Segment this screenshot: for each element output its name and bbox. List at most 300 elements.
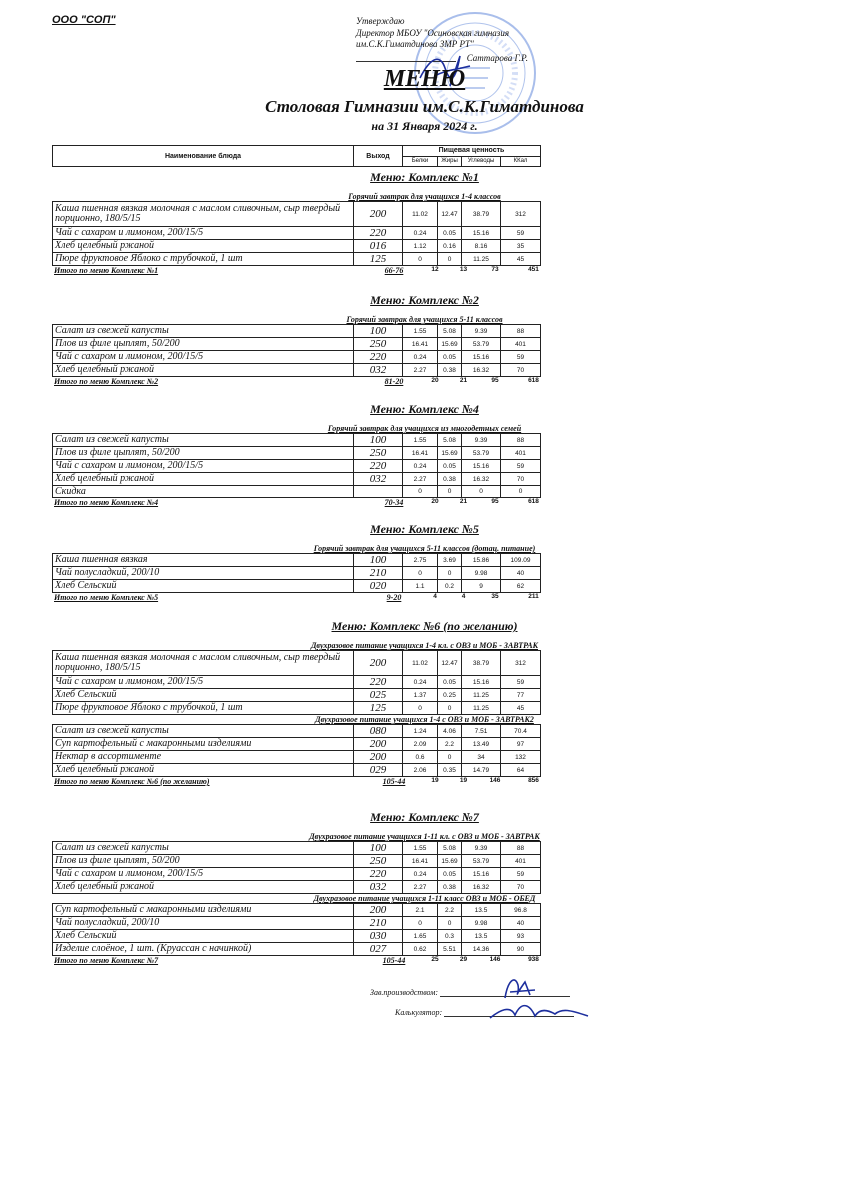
protein-value: 0.24: [403, 351, 438, 364]
dish-name: Салат из свежей капусты: [53, 434, 354, 447]
dish-row: [53, 351, 541, 364]
dish-name: Чай полусладкий, 200/10: [53, 567, 354, 580]
dish-output: 100: [354, 554, 403, 567]
total-fat: 13: [459, 266, 468, 273]
dish-name: Пюре фруктовое Яблоко с трубочкой, 1 шт: [53, 253, 354, 266]
dish-name: Чай с сахаром и лимоном, 200/15/5: [53, 676, 354, 689]
kcal-value: 70: [501, 881, 541, 894]
carbs-value: 16.32: [462, 881, 501, 894]
col-header-kcal: ККал: [501, 156, 541, 167]
total-label: Итого по меню Комплекс №4: [54, 498, 159, 507]
dish-table: [52, 201, 541, 266]
protein-value: 0: [403, 567, 438, 580]
dish-row: [53, 764, 541, 777]
complex-4: [0, 522, 849, 604]
kcal-value: 59: [501, 676, 541, 689]
total-protein: 20: [431, 498, 439, 505]
total-kcal: 451: [528, 266, 539, 273]
col-header-name: Наименование блюда: [53, 146, 354, 167]
carbs-value: 38.79: [462, 651, 501, 676]
kcal-value: 90: [501, 943, 541, 956]
dish-output: 125: [354, 253, 403, 266]
dish-name: Хлеб целебный ржаной: [53, 473, 354, 486]
carbs-value: 9.39: [462, 325, 501, 338]
carbs-value: 9: [462, 580, 501, 593]
dish-name: Плов из филе цыплят, 50/200: [53, 855, 354, 868]
column-header-table: [52, 145, 541, 167]
dish-name: Плов из филе цыплят, 50/200: [53, 338, 354, 351]
carbs-value: 7.51: [462, 725, 501, 738]
total-protein: 4: [433, 593, 437, 600]
dish-row: [53, 943, 541, 956]
protein-value: 1.1: [403, 580, 438, 593]
dish-name: Суп картофельный с макаронными изделиями: [53, 738, 354, 751]
dish-table: [52, 650, 541, 715]
footer-signatures-icon: [470, 970, 595, 1025]
protein-value: 0.24: [403, 227, 438, 240]
dish-name: Хлеб Сельский: [53, 689, 354, 702]
carbs-value: 9.39: [462, 434, 501, 447]
kcal-value: 0: [501, 486, 541, 498]
calculator-label: Калькулятор:: [395, 1008, 443, 1017]
total-label: Итого по меню Комплекс №5: [54, 593, 159, 602]
fat-value: 0.16: [438, 240, 462, 253]
dish-output: 100: [354, 434, 403, 447]
dish-name: Суп картофельный с макаронными изделиями: [53, 904, 354, 917]
kcal-value: 109.09: [501, 554, 541, 567]
dish-row: [53, 364, 541, 377]
fat-value: 0.05: [438, 676, 462, 689]
dish-table: [52, 433, 541, 498]
dish-name: Пюре фруктовое Яблоко с трубочкой, 1 шт: [53, 702, 354, 715]
complex-total-row: [52, 498, 849, 509]
carbs-value: 0: [462, 486, 501, 498]
group-title: Двухразовое питание учащихся 1-4 кл. с ОВЗ и МОБ - ЗАВТРАК: [310, 641, 539, 650]
dish-table: [52, 841, 541, 894]
dish-name: Каша пшенная вязкая молочная с маслом сливочным, сыр твердый порционно, 180/5/15: [53, 651, 354, 676]
total-price: 105-44: [382, 956, 406, 965]
total-price: 105-44: [382, 777, 406, 786]
total-kcal: 211: [528, 593, 539, 600]
dish-output: 250: [354, 447, 403, 460]
complex-2: [0, 293, 849, 388]
fat-value: 0.05: [438, 868, 462, 881]
dish-row: [53, 842, 541, 855]
fat-value: 2.2: [438, 904, 462, 917]
col-header-protein: Белки: [403, 156, 438, 167]
dish-row: [53, 434, 541, 447]
dish-name: Чай с сахаром и лимоном, 200/15/5: [53, 868, 354, 881]
dish-output: 030: [354, 930, 403, 943]
kcal-value: 97: [501, 738, 541, 751]
carbs-value: 15.16: [462, 351, 501, 364]
complex-title: Меню: Комплекс №5: [370, 522, 479, 536]
dish-output: 032: [354, 881, 403, 894]
fat-value: 0.38: [438, 364, 462, 377]
fat-value: 0.35: [438, 764, 462, 777]
fat-value: 0: [438, 253, 462, 266]
kcal-value: 70.4: [501, 725, 541, 738]
total-carbs: 95: [491, 498, 499, 505]
protein-value: 1.12: [403, 240, 438, 253]
complex-title: Меню: Комплекс №4: [370, 402, 479, 416]
fat-value: 15.69: [438, 338, 462, 351]
dish-output: 220: [354, 351, 403, 364]
fat-value: 0.25: [438, 689, 462, 702]
dish-output: 200: [354, 751, 403, 764]
complex-total-row: [52, 956, 849, 967]
protein-value: 1.24: [403, 725, 438, 738]
dish-name: Хлеб целебный ржаной: [53, 881, 354, 894]
dish-row: [53, 202, 541, 227]
dish-row: [53, 447, 541, 460]
protein-value: 0: [403, 253, 438, 266]
dish-row: [53, 473, 541, 486]
total-kcal: 938: [528, 956, 539, 963]
approval-line-2: Директор МБОУ "Осиновская гимназия: [356, 27, 510, 38]
fat-value: 15.69: [438, 447, 462, 460]
carbs-value: 13.5: [462, 904, 501, 917]
dish-name: Чай с сахаром и лимоном, 200/15/5: [53, 351, 354, 364]
dish-output: 220: [354, 868, 403, 881]
group-title: Горячий завтрак для учащихся 1-4 классов: [348, 192, 501, 201]
kcal-value: 62: [501, 580, 541, 593]
dish-row: [53, 338, 541, 351]
col-header-fat: Жиры: [438, 156, 462, 167]
col-header-out: Выход: [354, 146, 403, 167]
kcal-value: 132: [501, 751, 541, 764]
carbs-value: 16.32: [462, 364, 501, 377]
total-fat: 4: [461, 593, 466, 600]
dish-row: [53, 227, 541, 240]
total-fat: 19: [459, 777, 468, 784]
kcal-value: 401: [501, 855, 541, 868]
dish-output: 210: [354, 567, 403, 580]
fat-value: 0.05: [438, 460, 462, 473]
dish-name: Хлеб целебный ржаной: [53, 240, 354, 253]
protein-value: 16.41: [403, 855, 438, 868]
kcal-value: 312: [501, 202, 541, 227]
fat-value: 0: [438, 486, 462, 498]
total-carbs: 35: [491, 593, 499, 600]
carbs-value: 9.98: [462, 917, 501, 930]
complex-title: Меню: Комплекс №7: [370, 810, 479, 824]
dish-output: 100: [354, 325, 403, 338]
total-label: Итого по меню Комплекс №1: [54, 266, 159, 275]
dish-row: [53, 725, 541, 738]
group-title: Горячий завтрак для учащихся 5-11 классов: [346, 315, 503, 324]
approval-signer: Саттарова Г.Р.: [466, 52, 528, 63]
dish-row: [53, 567, 541, 580]
col-header-nutrition: Пищевая ценность: [403, 146, 541, 157]
total-kcal: 618: [528, 498, 539, 505]
protein-value: 0.62: [403, 943, 438, 956]
complex-1: [0, 170, 849, 277]
protein-value: 0.24: [403, 868, 438, 881]
manager-label: Зав.производством:: [370, 988, 439, 997]
total-carbs: 146: [489, 956, 501, 963]
dish-output: 029: [354, 764, 403, 777]
dish-name: Хлеб целебный ржаной: [53, 364, 354, 377]
fat-value: 0: [438, 751, 462, 764]
protein-value: 0: [403, 486, 438, 498]
dish-name: Салат из свежей капусты: [53, 842, 354, 855]
carbs-value: 14.36: [462, 943, 501, 956]
carbs-value: 15.86: [462, 554, 501, 567]
dish-name: Плов из филе цыплят, 50/200: [53, 447, 354, 460]
total-price: 70-34: [384, 498, 404, 507]
protein-value: 11.02: [403, 651, 438, 676]
organization-name: ООО "СОП": [52, 14, 116, 26]
dish-row: [53, 689, 541, 702]
fat-value: 0.38: [438, 473, 462, 486]
dish-output: 100: [354, 842, 403, 855]
fat-value: 0: [438, 917, 462, 930]
carbs-value: 38.79: [462, 202, 501, 227]
dish-row: [53, 917, 541, 930]
total-carbs: 95: [491, 377, 499, 384]
complex-total-row: [52, 593, 849, 604]
complex-title: Меню: Комплекс №6 (по желанию): [331, 619, 518, 633]
total-protein: 25: [431, 956, 439, 963]
complex-total-row: [52, 266, 849, 277]
carbs-value: 11.25: [462, 702, 501, 715]
total-price: 66-76: [384, 266, 404, 275]
protein-value: 1.65: [403, 930, 438, 943]
fat-value: 0.05: [438, 227, 462, 240]
carbs-value: 13.5: [462, 930, 501, 943]
dish-row: [53, 751, 541, 764]
protein-value: 1.55: [403, 842, 438, 855]
complex-3: [0, 402, 849, 509]
fat-value: 12.47: [438, 202, 462, 227]
dish-name: Скидка: [53, 486, 354, 498]
total-price: 81-20: [384, 377, 404, 386]
dish-table: [52, 324, 541, 377]
protein-value: 1.55: [403, 434, 438, 447]
fat-value: 4.06: [438, 725, 462, 738]
dish-row: [53, 676, 541, 689]
carbs-value: 15.16: [462, 227, 501, 240]
fat-value: 0.05: [438, 351, 462, 364]
dish-row: [53, 702, 541, 715]
carbs-value: 8.16: [462, 240, 501, 253]
protein-value: 0.24: [403, 676, 438, 689]
fat-value: 0: [438, 567, 462, 580]
kcal-value: 59: [501, 227, 541, 240]
kcal-value: 88: [501, 842, 541, 855]
fat-value: 0.3: [438, 930, 462, 943]
kcal-value: 312: [501, 651, 541, 676]
kcal-value: 40: [501, 567, 541, 580]
carbs-value: 34: [462, 751, 501, 764]
menu-date: на 31 Января 2024 г.: [371, 119, 478, 133]
dish-output: 016: [354, 240, 403, 253]
protein-value: 2.1: [403, 904, 438, 917]
dish-name: Изделие слоёное, 1 шт. (Круассан с начинкой): [53, 943, 354, 956]
protein-value: 1.55: [403, 325, 438, 338]
protein-value: 0: [403, 917, 438, 930]
group-title: Двухразовое питание учащихся 1-11 кл. с ОВЗ и МОБ - ЗАВТРАК: [309, 832, 540, 841]
kcal-value: 59: [501, 868, 541, 881]
kcal-value: 70: [501, 364, 541, 377]
dish-row: [53, 580, 541, 593]
carbs-value: 14.79: [462, 764, 501, 777]
dish-output: 250: [354, 855, 403, 868]
dish-table: [52, 553, 541, 593]
dish-row: [53, 904, 541, 917]
carbs-value: 11.25: [462, 689, 501, 702]
dish-row: [53, 738, 541, 751]
dish-row: [53, 881, 541, 894]
page-title: МЕНЮ: [383, 66, 466, 92]
dish-name: Нектар в ассортименте: [53, 751, 354, 764]
kcal-value: 40: [501, 917, 541, 930]
carbs-value: 53.79: [462, 338, 501, 351]
protein-value: 2.06: [403, 764, 438, 777]
kcal-value: 45: [501, 253, 541, 266]
approval-line-3: им.С.К.Гиматдинова ЗМР РТ": [356, 39, 474, 49]
protein-value: 2.75: [403, 554, 438, 567]
dish-row: [53, 554, 541, 567]
dish-output: 200: [354, 738, 403, 751]
dish-output: 125: [354, 702, 403, 715]
carbs-value: 53.79: [462, 447, 501, 460]
total-label: Итого по меню Комплекс №7: [54, 956, 159, 965]
dish-row: [53, 460, 541, 473]
dish-output: 027: [354, 943, 403, 956]
dish-row: [53, 868, 541, 881]
group-title: Двухразовое питание учащихся 1-11 класс ОВЗ и МОБ - ОБЕД: [313, 894, 536, 903]
protein-value: 0.24: [403, 460, 438, 473]
kcal-value: 45: [501, 702, 541, 715]
total-carbs: 73: [491, 266, 499, 273]
carbs-value: 15.16: [462, 868, 501, 881]
dish-name: Салат из свежей капусты: [53, 325, 354, 338]
complex-title: Меню: Комплекс №2: [370, 293, 479, 307]
protein-value: 2.27: [403, 881, 438, 894]
fat-value: 0: [438, 702, 462, 715]
fat-value: 5.08: [438, 434, 462, 447]
carbs-value: 15.16: [462, 460, 501, 473]
fat-value: 0.38: [438, 881, 462, 894]
dish-output: 220: [354, 227, 403, 240]
complex-5: [0, 619, 849, 788]
dish-name: Каша пшенная вязкая молочная с маслом сливочным, сыр твердый порционно, 180/5/15: [53, 202, 354, 227]
kcal-value: 401: [501, 447, 541, 460]
page-subtitle: Столовая Гимназии им.С.К.Гиматдинова: [265, 97, 584, 116]
kcal-value: 77: [501, 689, 541, 702]
dish-name: Хлеб целебный ржаной: [53, 764, 354, 777]
group-title: Горячий завтрак для учащихся из многодетных семей: [327, 424, 522, 433]
dish-row: [53, 325, 541, 338]
total-label: Итого по меню Комплекс №2: [54, 377, 159, 386]
dish-output: 025: [354, 689, 403, 702]
fat-value: 3.69: [438, 554, 462, 567]
protein-value: 0.6: [403, 751, 438, 764]
total-fat: 21: [459, 377, 468, 384]
kcal-value: 59: [501, 460, 541, 473]
protein-value: 2.27: [403, 473, 438, 486]
approval-line-1: Утверждаю: [356, 16, 405, 26]
dish-output: 220: [354, 676, 403, 689]
kcal-value: 70: [501, 473, 541, 486]
dish-output: 200: [354, 651, 403, 676]
protein-value: 16.41: [403, 447, 438, 460]
dish-output: 220: [354, 460, 403, 473]
dish-name: Салат из свежей капусты: [53, 725, 354, 738]
total-fat: 29: [459, 956, 468, 963]
dish-name: Хлеб Сельский: [53, 580, 354, 593]
dish-output: 080: [354, 725, 403, 738]
kcal-value: 88: [501, 325, 541, 338]
dish-table: [52, 903, 541, 956]
kcal-value: 59: [501, 351, 541, 364]
dish-name: Чай с сахаром и лимоном, 200/15/5: [53, 460, 354, 473]
kcal-value: 88: [501, 434, 541, 447]
fat-value: 12.47: [438, 651, 462, 676]
dish-name: Хлеб Сельский: [53, 930, 354, 943]
protein-value: 11.02: [403, 202, 438, 227]
protein-value: 2.09: [403, 738, 438, 751]
dish-output: 200: [354, 202, 403, 227]
dish-output: 020: [354, 580, 403, 593]
dish-row: [53, 240, 541, 253]
kcal-value: 401: [501, 338, 541, 351]
dish-row: [53, 651, 541, 676]
complex-6: [0, 810, 849, 967]
dish-row: [53, 930, 541, 943]
kcal-value: 93: [501, 930, 541, 943]
dish-output: [354, 486, 403, 498]
complex-total-row: [52, 777, 849, 788]
dish-output: 250: [354, 338, 403, 351]
total-protein: 19: [431, 777, 439, 784]
dish-output: 200: [354, 904, 403, 917]
carbs-value: 9.98: [462, 567, 501, 580]
kcal-value: 96.8: [501, 904, 541, 917]
carbs-value: 13.49: [462, 738, 501, 751]
dish-table: [52, 724, 541, 777]
total-label: Итого по меню Комплекс №6 (по желанию): [54, 777, 210, 786]
dish-row: [53, 855, 541, 868]
col-header-carbs: Углеводы: [462, 156, 501, 167]
dish-name: Каша пшенная вязкая: [53, 554, 354, 567]
total-carbs: 146: [489, 777, 501, 784]
total-protein: 20: [431, 377, 439, 384]
total-kcal: 618: [528, 377, 539, 384]
dish-name: Чай полусладкий, 200/10: [53, 917, 354, 930]
protein-value: 2.27: [403, 364, 438, 377]
complex-title: Меню: Комплекс №1: [370, 170, 479, 184]
fat-value: 0.2: [438, 580, 462, 593]
dish-output: 032: [354, 473, 403, 486]
total-fat: 21: [459, 498, 468, 505]
dish-name: Чай с сахаром и лимоном, 200/15/5: [53, 227, 354, 240]
carbs-value: 11.25: [462, 253, 501, 266]
dish-row: [53, 486, 541, 498]
complex-total-row: [52, 377, 849, 388]
total-price: 9-20: [386, 593, 402, 602]
group-title: Двухразовое питание учащихся 1-4 с ОВЗ и МОБ - ЗАВТРАК2: [315, 715, 534, 724]
fat-value: 5.51: [438, 943, 462, 956]
protein-value: 16.41: [403, 338, 438, 351]
carbs-value: 9.39: [462, 842, 501, 855]
protein-value: 1.37: [403, 689, 438, 702]
kcal-value: 35: [501, 240, 541, 253]
carbs-value: 53.79: [462, 855, 501, 868]
dish-output: 210: [354, 917, 403, 930]
